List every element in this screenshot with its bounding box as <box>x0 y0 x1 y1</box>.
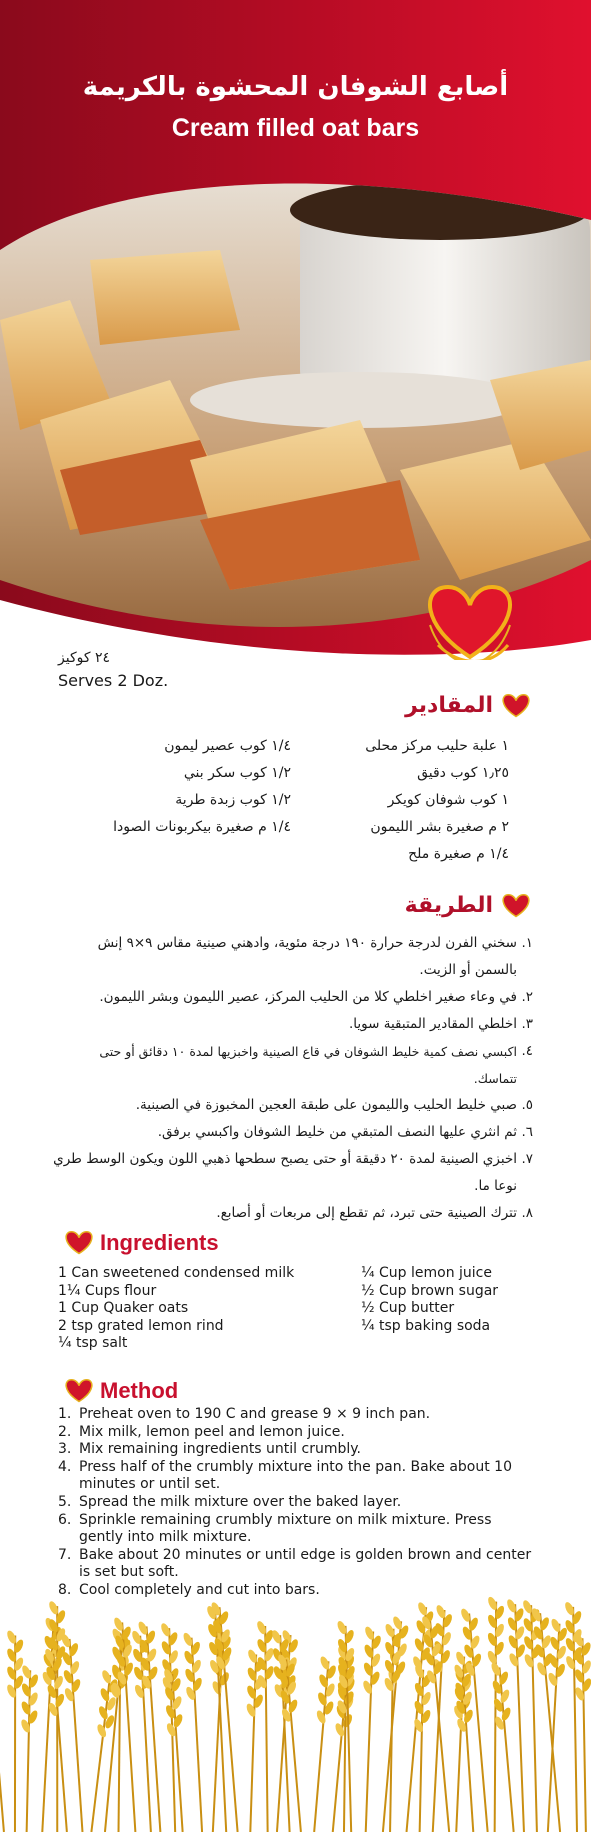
wheat-stem <box>0 1645 4 1832</box>
list-item: 1 Can sweetened condensed milk <box>58 1265 294 1283</box>
arabic-method-title: الطريقة <box>405 893 493 918</box>
food-photo <box>0 160 591 660</box>
list-item: ¼ tsp salt <box>58 1335 294 1353</box>
list-item: ١/٢ كوب سكر بني <box>31 760 291 787</box>
list-item: 6. Sprinkle remaining crumbly mixture on milk mixture. Press gently into milk mixture. <box>58 1512 538 1547</box>
wheat-stem <box>250 1654 256 1832</box>
list-item: ٦. ثم انثري عليها النصف المتبقي من خليط الشوفان واكبسي برفق. <box>53 1119 533 1146</box>
list-item: 2. Mix milk, lemon peel and lemon juice. <box>58 1424 538 1442</box>
english-method-title: Method <box>100 1378 178 1404</box>
list-item: ٤. اكبسي نصف كمية خليط الشوفان في قاع الصينية واخبزيها لمدة ١٠ دقائق أو حتى تتماسك. <box>53 1038 533 1092</box>
list-item: ¼ tsp baking soda <box>361 1318 498 1336</box>
list-item: ٥. صبي خليط الحليب والليمون على طبقة العجين المخبوزة في الصينية. <box>53 1092 533 1119</box>
arabic-method-heading <box>405 893 531 918</box>
english-ingredients-left-column <box>58 1265 294 1353</box>
list-item: ١/٤ م صغيرة بيكربونات الصودا <box>31 814 291 841</box>
wheat-stem <box>495 1602 496 1832</box>
arabic-ingredients-heading <box>405 693 531 718</box>
header-banner <box>0 0 591 660</box>
list-item: ١. سخني الفرن لدرجة حرارة ١٩٠ درجة مئوية، وادهني صينية مقاس ٩×٩ إنش بالسمن أو الزيت. <box>53 930 533 984</box>
arabic-ingredients-title: المقادير <box>405 693 493 718</box>
list-item: 3. Mix remaining ingredients until crumbly. <box>58 1441 538 1459</box>
heart-icon <box>64 1379 94 1403</box>
list-item: 7. Bake about 20 minutes or until edge is golden brown and center is set but soft. <box>58 1547 538 1582</box>
serves-arabic: ٢٤ كوكيز <box>58 650 110 666</box>
arabic-ingredients-left-column <box>31 733 291 841</box>
list-item: 1. Preheat oven to 190 C and grease 9 × 9 inch pan. <box>58 1406 538 1424</box>
list-item: 8. Cool completely and cut into bars. <box>58 1582 538 1600</box>
wheat-grain <box>0 1684 2 1700</box>
heart-icon <box>501 694 531 718</box>
list-item: 1 Cup Quaker oats <box>58 1300 294 1318</box>
english-ingredients-title: Ingredients <box>100 1230 219 1256</box>
list-item: ½ Cup brown sugar <box>361 1283 498 1301</box>
serves-english: Serves 2 Doz. <box>58 671 168 690</box>
list-item: ٧. اخبزي الصينية لمدة ٢٠ دقيقة أو حتى يصبح سطحها ذهبي اللون ويكون الوسط طري نوعا ما. <box>53 1146 533 1200</box>
list-item: 5. Spread the milk mixture over the baked layer. <box>58 1494 538 1512</box>
list-item: ١٫٢٥ كوب دقيق <box>309 760 509 787</box>
wheat-footer-illustration <box>0 1590 591 1832</box>
list-item: ١/٤ كوب عصير ليمون <box>31 733 291 760</box>
list-item: 1¼ Cups flour <box>58 1283 294 1301</box>
title-arabic: أصابع الشوفان المحشوة بالكريمة <box>0 72 591 102</box>
list-item: ١/٢ كوب زبدة طرية <box>31 787 291 814</box>
list-item: ٣. اخلطي المقادير المتبقية سويا. <box>53 1011 533 1038</box>
list-item: ١ كوب شوفان كويكر <box>309 787 509 814</box>
list-item: ½ Cup butter <box>361 1300 498 1318</box>
list-item: ¼ Cup lemon juice <box>361 1265 498 1283</box>
english-ingredients-heading <box>64 1230 219 1256</box>
title-english: Cream filled oat bars <box>0 114 591 143</box>
english-method-heading <box>64 1378 178 1404</box>
list-item: ٢ م صغيرة بشر الليمون <box>309 814 509 841</box>
arabic-ingredients-right-column <box>309 733 509 868</box>
list-item: 2 tsp grated lemon rind <box>58 1318 294 1336</box>
list-item: ٨. تترك الصينية حتى تبرد، ثم تقطع إلى مربعات أو أصابع. <box>53 1200 533 1227</box>
heart-icon <box>501 894 531 918</box>
list-item: ٢. في وعاء صغير اخلطي كلا من الحليب المركز، عصير الليمون وبشر الليمون. <box>53 984 533 1011</box>
wheat-artwork <box>0 1590 591 1832</box>
arabic-method-list <box>53 930 533 1227</box>
list-item: ١/٤ م صغيرة ملح <box>309 841 509 868</box>
list-item: 4. Press half of the crumbly mixture into the pan. Bake about 10 minutes or until set. <box>58 1459 538 1494</box>
english-ingredients-right-column <box>361 1265 498 1335</box>
english-method-list <box>58 1406 538 1600</box>
heart-icon <box>64 1231 94 1255</box>
list-item: ١ علبة حليب مركز محلى <box>309 733 509 760</box>
